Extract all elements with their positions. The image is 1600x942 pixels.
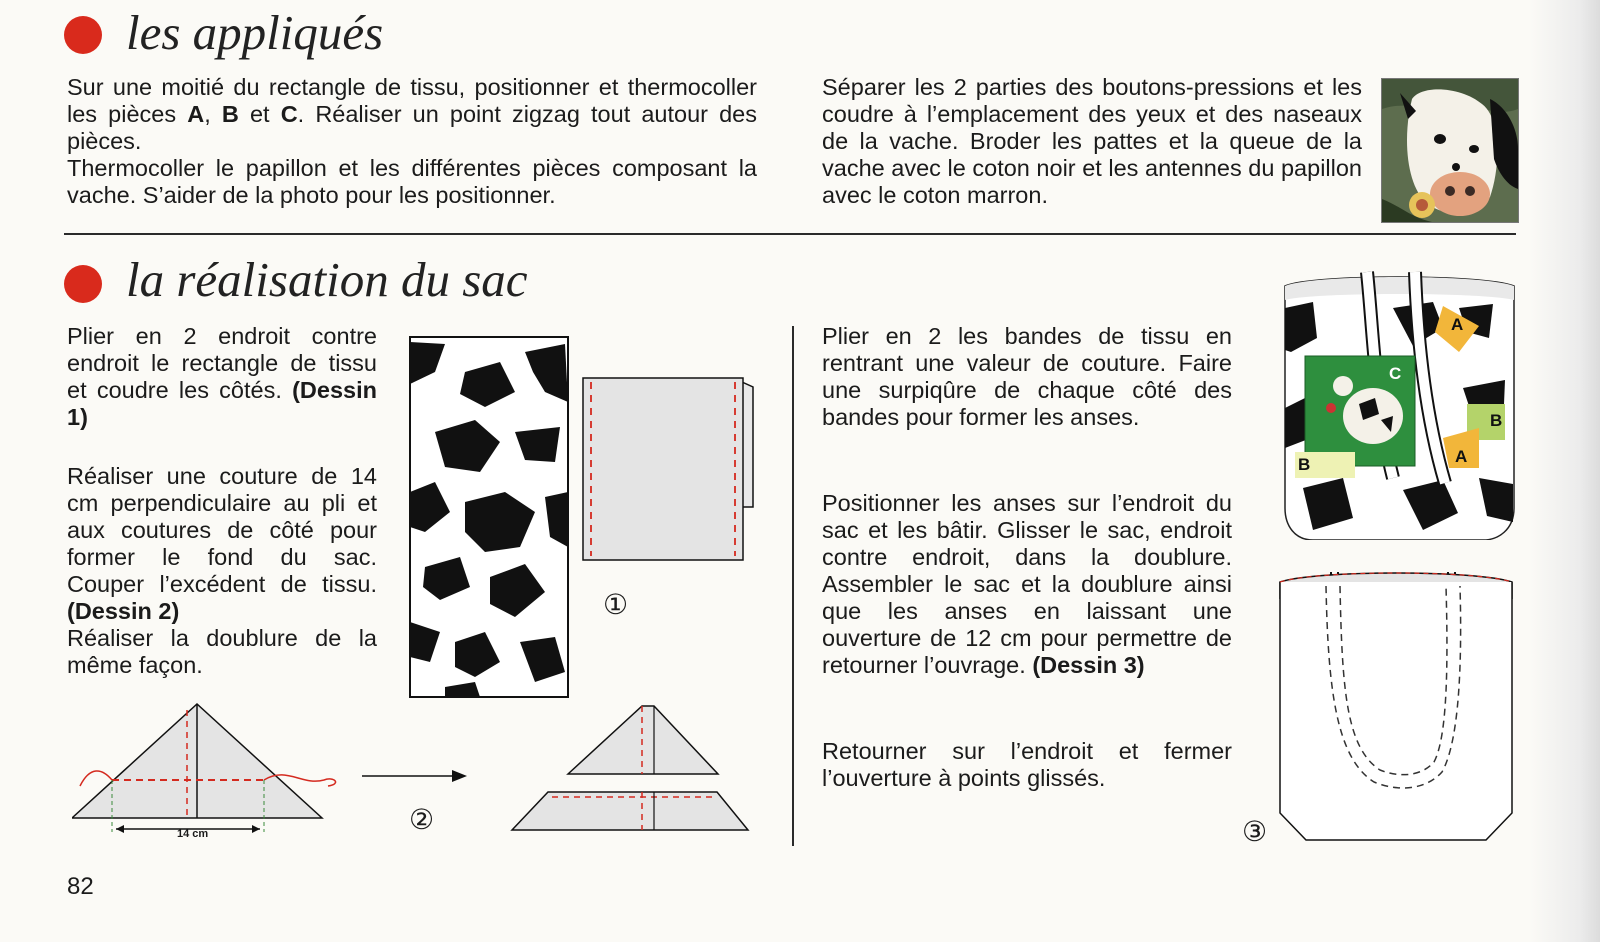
- arrow: [362, 770, 467, 782]
- cow-print-fabric: [410, 337, 568, 697]
- dessin3-number: ③: [1242, 816, 1268, 847]
- page-edge-shadow: [1530, 0, 1600, 942]
- section-title-appliques: les appliqués: [126, 5, 384, 60]
- dessin1-illustration: [405, 332, 795, 702]
- appliques-text-col2: [822, 74, 1362, 209]
- dessin1-number: ①: [603, 589, 629, 620]
- piece-c-label: C: [1389, 364, 1402, 383]
- step1-text: [67, 323, 377, 431]
- text-run: Plier en 2 les bandes de tissu en rentrant une valeur de couture. Faire une surpiqûre de chaque côté des bandes pour former les anses.: [822, 323, 1232, 430]
- section-title-realisation: la réalisation du sac: [126, 252, 528, 307]
- step5-text: [822, 738, 1232, 792]
- text-run: Thermocoller le papillon et les différentes pièces composant la vache. S’aider de la photo pour les positionner.: [67, 155, 757, 208]
- cut-triangle: [568, 706, 718, 774]
- piece-b-label: B: [1490, 411, 1503, 430]
- dessin3-illustration: [1276, 568, 1516, 848]
- piece-a-label: A: [1451, 315, 1464, 334]
- text-run: A: [187, 101, 205, 127]
- dessin2-number: ②: [409, 804, 435, 835]
- folded-fabric: [583, 378, 753, 560]
- cut-trapezoid: [512, 792, 748, 830]
- cow-applique-photo: [1381, 78, 1519, 223]
- text-run: Retourner sur l’endroit et fermer l’ouverture à points glissés.: [822, 738, 1232, 791]
- measure-label: 14 cm: [177, 828, 209, 840]
- piece-a-label: A: [1455, 447, 1468, 466]
- text-run: Réaliser la doublure de la même façon.: [67, 625, 377, 678]
- corner-triangle: [72, 704, 336, 833]
- text-run: C: [280, 101, 298, 127]
- text-run: Séparer les 2 parties des boutons-pressions et les coudre à l’emplacement des yeux et des naseaux de la vache. Broder les pattes et la queue de la vache avec le coton noir et les antennes du papillon avec le coton marron.: [822, 74, 1362, 208]
- text-run: et: [238, 101, 281, 127]
- finished-bag-photo: [1283, 268, 1516, 540]
- text-run: Réaliser une couture de 14 cm perpendiculaire au pli et aux coutures de côté pour former le fond du sac. Couper l’excédent de tissu.: [67, 463, 377, 597]
- section-bullet: [64, 265, 102, 303]
- text-run: . Réaliser un point zigzag tout autour des pièces.: [67, 101, 757, 154]
- text-run: Plier en 2 endroit contre endroit le rectangle de tissu et coudre les côtés.: [67, 323, 377, 403]
- text-run: Sur une moitié du rectangle de tissu, positionner et thermocoller les pièces: [67, 74, 757, 127]
- step2-text: [67, 463, 377, 679]
- step3-text: [822, 323, 1232, 431]
- appliques-text-col1: [67, 74, 757, 209]
- piece-b-label: B: [1298, 455, 1311, 474]
- text-run: Positionner les anses sur l’endroit du sac et les bâtir. Glisser le sac, endroit contre endroit, dans la doublure. Assembler le sac et la doublure ainsi que les anses en laissant une ouverture de 12 cm pour permettre de retourner l’ouvrage.: [822, 490, 1232, 678]
- section-divider: [64, 233, 1516, 235]
- text-run: (Dessin 1): [67, 377, 377, 430]
- text-run: B: [221, 101, 239, 127]
- step4-text: [822, 490, 1232, 679]
- text-run: ,: [204, 101, 222, 127]
- text-run: (Dessin 2): [67, 598, 180, 624]
- page-number: 82: [67, 873, 94, 900]
- text-run: (Dessin 3): [1032, 652, 1145, 678]
- section-bullet: [64, 16, 102, 54]
